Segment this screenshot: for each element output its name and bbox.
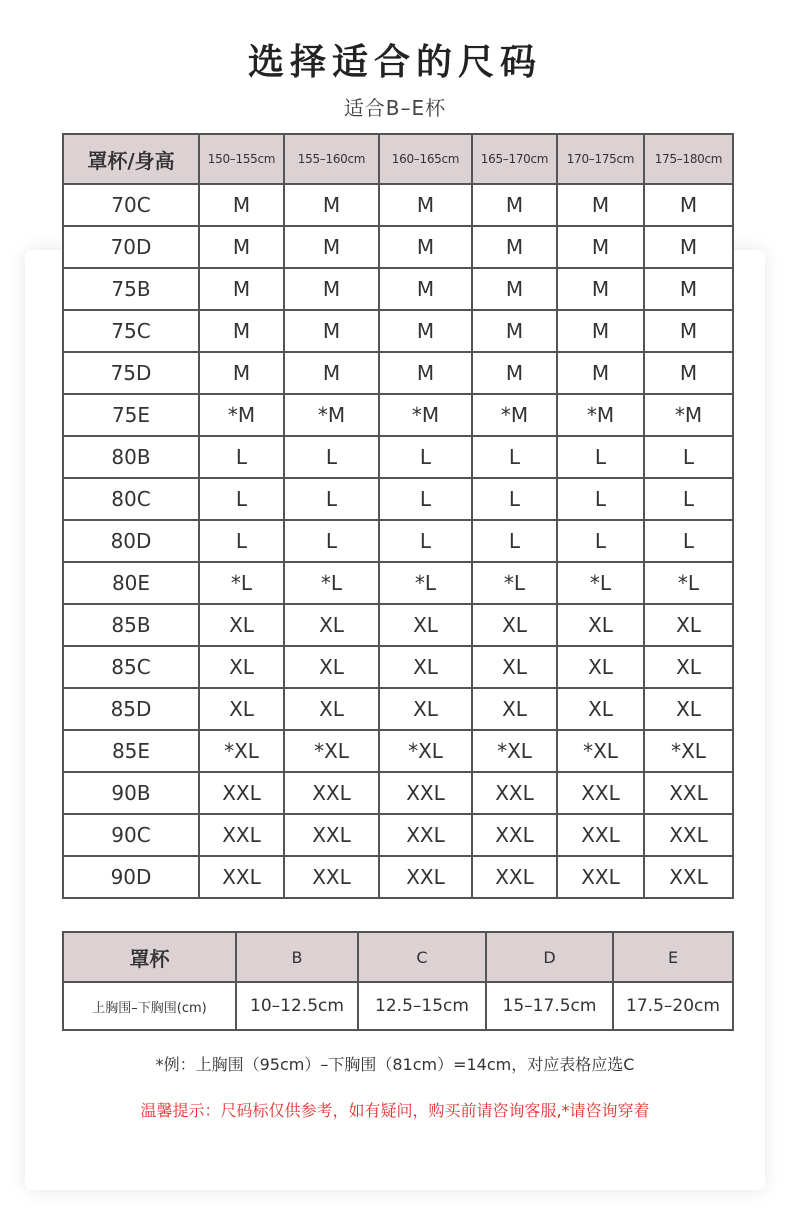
size-chart-table xyxy=(62,133,734,899)
cup-size-label: 75B xyxy=(63,268,199,310)
size-cell: XL xyxy=(472,646,557,688)
size-cell: L xyxy=(472,436,557,478)
cup-size-label: 90B xyxy=(63,772,199,814)
size-table-corner: 罩杯/身高 xyxy=(63,134,199,184)
size-cell: *L xyxy=(199,562,284,604)
height-header: 170–175cm xyxy=(557,134,644,184)
size-cell: XL xyxy=(557,604,644,646)
size-cell: M xyxy=(557,184,644,226)
size-cell: M xyxy=(472,226,557,268)
size-cell: L xyxy=(644,436,733,478)
size-cell: L xyxy=(557,436,644,478)
size-cell: M xyxy=(284,352,379,394)
cup-size-label: 90D xyxy=(63,856,199,898)
size-cell: M xyxy=(199,226,284,268)
size-cell: M xyxy=(284,184,379,226)
cup-size-label: 85B xyxy=(63,604,199,646)
size-cell: M xyxy=(472,352,557,394)
table-row xyxy=(63,730,733,772)
cup-size-label: 80B xyxy=(63,436,199,478)
table-row xyxy=(63,478,733,520)
size-cell: L xyxy=(199,478,284,520)
size-cell: M xyxy=(199,352,284,394)
size-cell: L xyxy=(379,520,472,562)
size-cell: *M xyxy=(557,394,644,436)
size-cell: M xyxy=(472,310,557,352)
table-row xyxy=(63,268,733,310)
size-cell: XXL xyxy=(199,856,284,898)
cup-size-label: 70D xyxy=(63,226,199,268)
size-cell: XXL xyxy=(644,772,733,814)
size-cell: L xyxy=(284,520,379,562)
size-cell: XXL xyxy=(557,856,644,898)
size-cell: M xyxy=(199,184,284,226)
size-cell: M xyxy=(644,184,733,226)
table-row xyxy=(63,352,733,394)
size-cell: XL xyxy=(379,604,472,646)
size-cell: XXL xyxy=(379,772,472,814)
size-cell: *M xyxy=(472,394,557,436)
cup-range-cell: 17.5–20cm xyxy=(613,982,733,1030)
size-cell: M xyxy=(379,352,472,394)
size-cell: XXL xyxy=(472,772,557,814)
table-row xyxy=(63,814,733,856)
size-cell: XXL xyxy=(644,814,733,856)
page-subtitle: 适合B–E杯 xyxy=(343,96,447,120)
table-row xyxy=(63,436,733,478)
size-cell: XL xyxy=(644,604,733,646)
size-cell: *XL xyxy=(379,730,472,772)
size-cell: M xyxy=(379,268,472,310)
size-cell: M xyxy=(472,184,557,226)
height-header: 175–180cm xyxy=(644,134,733,184)
cup-range-cell: 12.5–15cm xyxy=(358,982,486,1030)
size-cell: XL xyxy=(284,604,379,646)
cup-range-cell: 10–12.5cm xyxy=(236,982,358,1030)
cup-difference-table xyxy=(62,931,734,1031)
size-cell: L xyxy=(557,478,644,520)
height-header: 165–170cm xyxy=(472,134,557,184)
size-cell: *L xyxy=(284,562,379,604)
table-row xyxy=(63,562,733,604)
size-cell: XL xyxy=(472,688,557,730)
page-title: 选择适合的尺码 xyxy=(247,42,542,83)
size-cell: *XL xyxy=(284,730,379,772)
size-cell: L xyxy=(199,436,284,478)
size-cell: XL xyxy=(284,688,379,730)
size-cell: *M xyxy=(379,394,472,436)
size-cell: M xyxy=(644,352,733,394)
table-row xyxy=(63,310,733,352)
size-cell: XXL xyxy=(379,856,472,898)
size-cell: XL xyxy=(199,604,284,646)
cup-range-cell: 15–17.5cm xyxy=(486,982,613,1030)
size-cell: M xyxy=(644,226,733,268)
size-cell: XXL xyxy=(284,856,379,898)
size-cell: L xyxy=(379,436,472,478)
size-cell: XL xyxy=(644,688,733,730)
size-cell: M xyxy=(199,310,284,352)
cup-table-corner: 罩杯 xyxy=(63,932,236,982)
cup-size-label: 70C xyxy=(63,184,199,226)
size-cell: *L xyxy=(472,562,557,604)
cup-size-label: 90C xyxy=(63,814,199,856)
size-cell: XXL xyxy=(644,856,733,898)
cup-size-label: 80D xyxy=(63,520,199,562)
size-cell: XXL xyxy=(199,814,284,856)
size-cell: *XL xyxy=(557,730,644,772)
size-cell: XXL xyxy=(472,814,557,856)
size-cell: *M xyxy=(644,394,733,436)
size-cell: L xyxy=(644,478,733,520)
cup-size-label: 80E xyxy=(63,562,199,604)
size-cell: M xyxy=(557,268,644,310)
table-row xyxy=(63,646,733,688)
cup-header: C xyxy=(358,932,486,982)
size-cell: L xyxy=(284,436,379,478)
size-cell: M xyxy=(557,352,644,394)
example-note: *例：上胸围（95cm）–下胸围（81cm）=14cm，对应表格应选C xyxy=(155,1055,635,1074)
cup-header: E xyxy=(613,932,733,982)
size-cell: L xyxy=(472,478,557,520)
size-cell: XL xyxy=(199,646,284,688)
height-header: 160–165cm xyxy=(379,134,472,184)
size-cell: M xyxy=(284,268,379,310)
size-cell: L xyxy=(284,478,379,520)
table-row xyxy=(63,226,733,268)
table-row xyxy=(63,856,733,898)
size-cell: M xyxy=(379,310,472,352)
size-cell: XXL xyxy=(199,772,284,814)
size-cell: XL xyxy=(379,646,472,688)
size-cell: XXL xyxy=(472,856,557,898)
cup-header: D xyxy=(486,932,613,982)
size-cell: L xyxy=(644,520,733,562)
size-cell: XXL xyxy=(379,814,472,856)
cup-size-label: 75C xyxy=(63,310,199,352)
size-cell: M xyxy=(644,268,733,310)
cup-size-label: 85D xyxy=(63,688,199,730)
height-header: 155–160cm xyxy=(284,134,379,184)
size-cell: *L xyxy=(379,562,472,604)
size-cell: M xyxy=(379,226,472,268)
table-row xyxy=(63,772,733,814)
size-cell: L xyxy=(557,520,644,562)
size-cell: *L xyxy=(557,562,644,604)
table-row xyxy=(63,184,733,226)
cup-size-label: 75E xyxy=(63,394,199,436)
cup-table-row xyxy=(63,982,733,1030)
size-cell: XL xyxy=(199,688,284,730)
tip-note: 温馨提示：尺码标仅供参考，如有疑问，购买前请咨询客服,*请咨询穿着 xyxy=(140,1101,650,1120)
table-row xyxy=(63,688,733,730)
cup-size-label: 80C xyxy=(63,478,199,520)
size-cell: M xyxy=(199,268,284,310)
size-cell: *L xyxy=(644,562,733,604)
size-cell: L xyxy=(379,478,472,520)
size-cell: M xyxy=(379,184,472,226)
size-cell: M xyxy=(472,268,557,310)
table-row xyxy=(63,394,733,436)
size-cell: XXL xyxy=(284,772,379,814)
size-cell: *XL xyxy=(199,730,284,772)
table-row xyxy=(63,604,733,646)
size-cell: M xyxy=(284,226,379,268)
size-cell: M xyxy=(557,310,644,352)
cup-size-label: 85C xyxy=(63,646,199,688)
size-cell: M xyxy=(284,310,379,352)
size-cell: *XL xyxy=(644,730,733,772)
size-cell: XL xyxy=(644,646,733,688)
size-cell: XXL xyxy=(284,814,379,856)
size-table-header-row xyxy=(63,134,733,184)
size-cell: XXL xyxy=(557,772,644,814)
cup-row-label: 上胸围–下胸围(cm) xyxy=(63,982,236,1030)
size-cell: XXL xyxy=(557,814,644,856)
size-cell: M xyxy=(644,310,733,352)
size-cell: XL xyxy=(557,646,644,688)
size-cell: XL xyxy=(557,688,644,730)
table-row xyxy=(63,520,733,562)
size-cell: *XL xyxy=(472,730,557,772)
size-cell: L xyxy=(199,520,284,562)
size-cell: L xyxy=(472,520,557,562)
cup-size-label: 85E xyxy=(63,730,199,772)
size-cell: XL xyxy=(284,646,379,688)
size-cell: XL xyxy=(472,604,557,646)
size-cell: XL xyxy=(379,688,472,730)
cup-size-label: 75D xyxy=(63,352,199,394)
cup-header: B xyxy=(236,932,358,982)
size-cell: M xyxy=(557,226,644,268)
size-cell: *M xyxy=(199,394,284,436)
size-cell: *M xyxy=(284,394,379,436)
cup-table-header-row xyxy=(63,932,733,982)
height-header: 150–155cm xyxy=(199,134,284,184)
